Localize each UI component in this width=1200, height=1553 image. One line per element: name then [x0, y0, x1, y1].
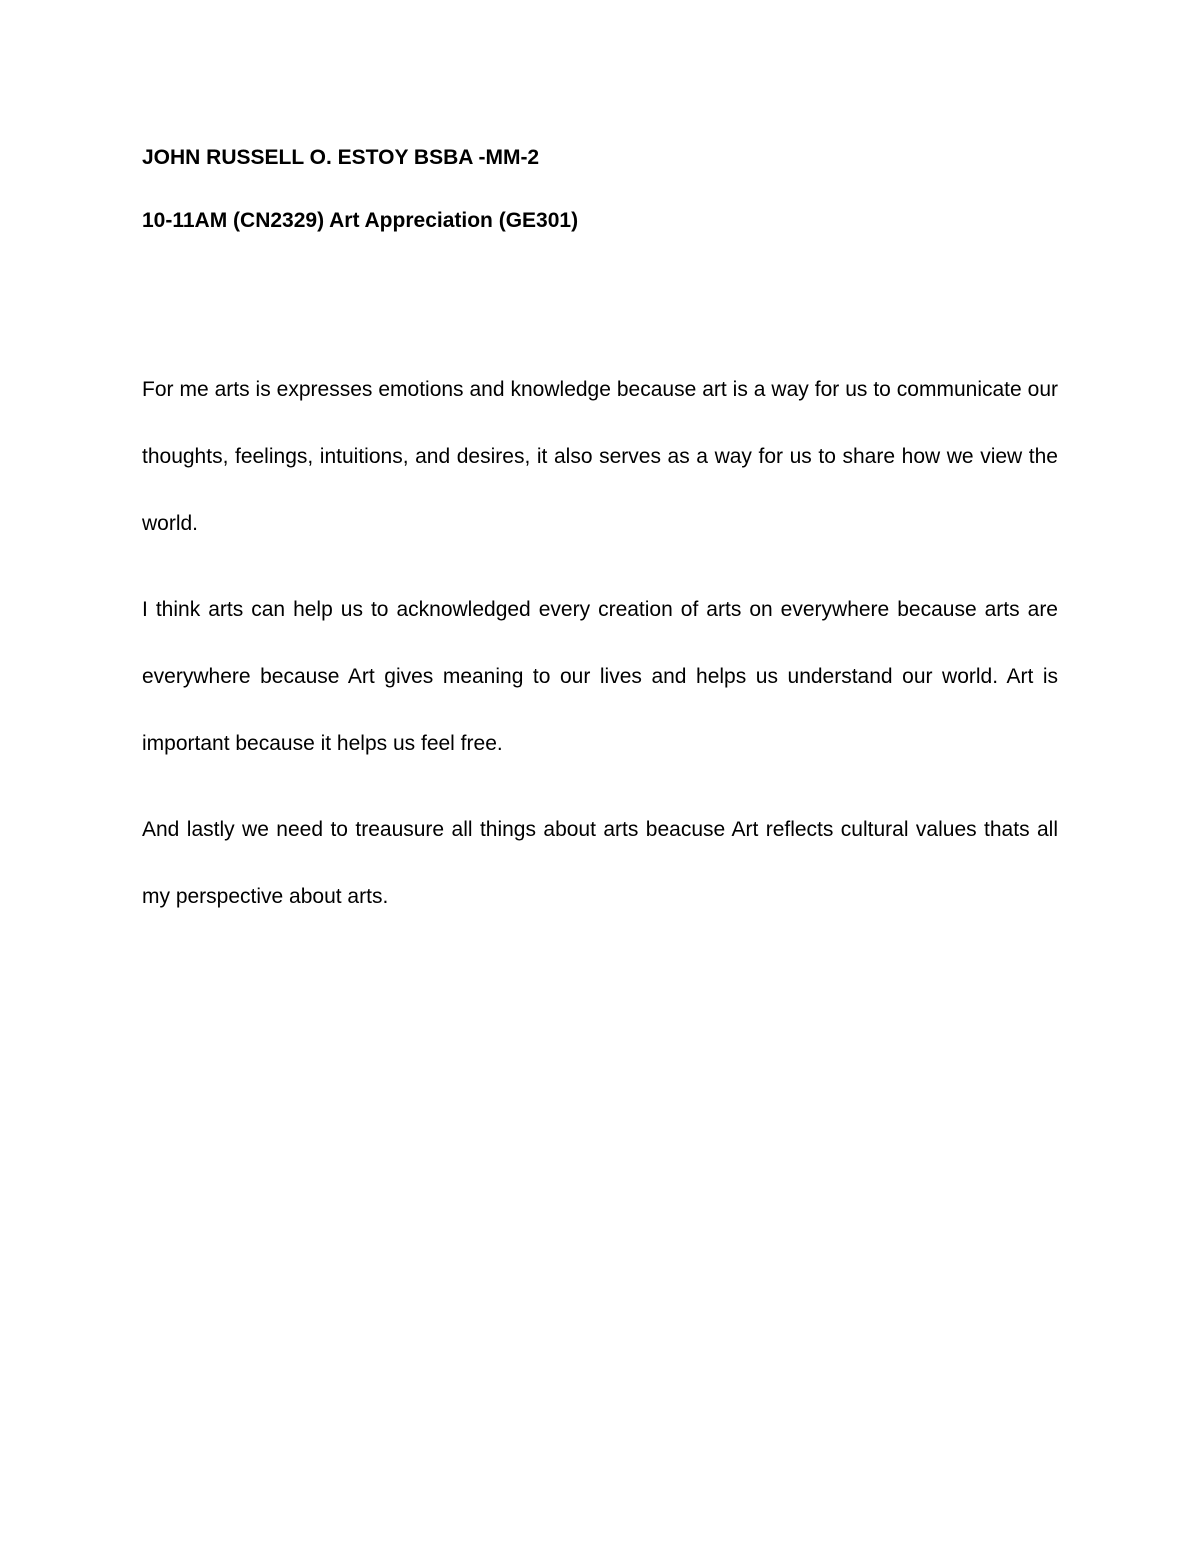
- paragraph-2: I think arts can help us to acknowledged every creation of arts on everywhere because arts are everywhere because Art gives meaning to our lives and helps us understand our world. Art is important because it helps us feel free.: [142, 598, 1058, 755]
- document-body: [142, 143, 1058, 930]
- paragraph-1: For me arts is expresses emotions and knowledge because art is a way for us to communicate our thoughts, feelings, intuitions, and desires, it also serves as a way for us to share how we view the world.: [142, 378, 1058, 535]
- student-name-heading: JOHN RUSSELL O. ESTOY BSBA -MM-2: [142, 146, 540, 169]
- course-heading: 10-11AM (CN2329) Art Appreciation (GE301): [142, 209, 579, 232]
- paragraph-3: And lastly we need to treausure all things about arts beacuse Art reflects cultural values thats all my perspective about arts.: [142, 818, 1058, 908]
